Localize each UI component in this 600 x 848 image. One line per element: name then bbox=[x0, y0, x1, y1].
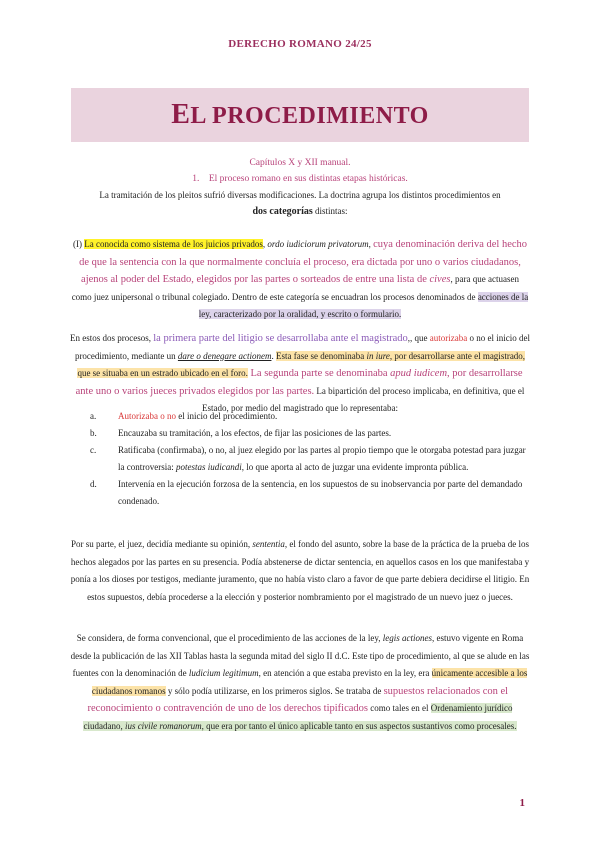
latin-term: potestas iudicandi bbox=[175, 462, 242, 472]
red-term: autorizaba bbox=[429, 333, 468, 343]
latin-term: dare o denegare actionem bbox=[177, 350, 272, 361]
latin-term: in iure bbox=[366, 350, 390, 361]
list-text: Ratificaba (confirmaba), o no, al juez elegido por las partes al propio tiempo que le otorgaba potestad para juzgar la controversia: bbox=[118, 445, 526, 472]
section-number: 1. bbox=[192, 174, 200, 184]
paragraph-juicios-privados: (I) La conocida como sistema de los juicios privados, ordo iudiciorum privatorum, cuya denominación deriva del hecho de que la sentencia con la que normalmente concluía el proceso, era dictada por uno o varios ciudadanos, ajenos al poder del Estado, elegidos por las partes o sorteados de entre una lista de cives, para que actuasen como juez unipersonal o tribunal colegiado. Dentro de este categoría se encuadran los procesos denominados de acciones de la ley, caracterizado por la oralidad, y escrito o formulario. bbox=[71, 239, 529, 319]
list-marker: c. bbox=[90, 445, 97, 455]
pink-clause: supuestos relacionados con el reconocimiento o contravención de uno de los derechos tipificados bbox=[87, 685, 509, 714]
list-magistrado bbox=[90, 408, 530, 510]
list-text: , lo que aporta al acto de juzgar una evidente impronta pública. bbox=[241, 462, 469, 472]
list-marker: d. bbox=[90, 479, 97, 489]
text: o no el inicio del procedimiento, mediante un bbox=[74, 333, 531, 361]
title-rest: L PROCEDIMIENTO bbox=[190, 103, 429, 129]
highlight-ciudadanos: únicamente accesible a los ciudadanos romanos bbox=[91, 668, 528, 696]
purple-clause: la primera parte del litigio se desarrollaba ante el magistrado bbox=[153, 333, 408, 344]
text: ,, que bbox=[407, 333, 430, 343]
title-banner bbox=[71, 88, 529, 142]
latin-term: legis actiones bbox=[382, 633, 433, 643]
page-number: 1 bbox=[519, 797, 525, 809]
text: , por desarrollarse ante el magistrado, que se situaba en un estrado ubicado en el foro. bbox=[77, 350, 526, 378]
list-item bbox=[90, 408, 530, 425]
title-initial: E bbox=[171, 99, 191, 130]
rest-text: , para que actuasen como juez unipersonal o tribunal colegiado. Dentro de este categoría se encuadran los procesos denominados de bbox=[71, 274, 519, 302]
pink-text: cuya denominación deriva del hecho de que la sentencia con la que normalmente concluía el proceso, era dictada por uno o varios ciudadanos, ajenos al poder del Estado, elegidos por las partes o sorteados de entre una lista de bbox=[79, 239, 528, 285]
latin-term: apud iudicem bbox=[390, 368, 448, 379]
intro-line2: distintas: bbox=[312, 206, 348, 216]
paragraph-procesos bbox=[70, 330, 530, 418]
list-marker: b. bbox=[90, 428, 97, 438]
paragraph-juez bbox=[70, 536, 530, 606]
list-item bbox=[90, 476, 530, 510]
text: , estuvo vigente en Roma desde la publicación de las XII Tablas hasta la segunda mitad del siglo II d.C. Este tipo de procedimiento, al que se alude en las fuentes con la denominación de bbox=[70, 633, 530, 678]
paragraph-legis-actiones bbox=[70, 630, 530, 735]
section-heading bbox=[0, 172, 600, 187]
running-header: DERECHO ROMANO 24/25 bbox=[228, 38, 372, 50]
list-item bbox=[90, 442, 530, 476]
text: Por su parte, el juez, decidía mediante su opinión, bbox=[70, 539, 253, 549]
pink-italic: cives bbox=[429, 274, 451, 285]
text: , en atención a que estaba previsto en la ley, era bbox=[258, 668, 432, 678]
text: Esta fase se denominaba bbox=[275, 350, 367, 361]
text: En estos dos procesos, bbox=[70, 333, 154, 343]
latin-term: ordo iudiciorum privatorum bbox=[267, 239, 369, 249]
intro-paragraph bbox=[70, 187, 530, 220]
section-title: El proceso romano en sus distintas etapas históricas. bbox=[208, 174, 408, 184]
roman-numeral: (I) bbox=[72, 239, 82, 249]
list-marker: a. bbox=[90, 411, 97, 421]
text: La segunda parte se denominaba bbox=[247, 368, 391, 379]
highlight-juicios-privados: La conocida como sistema de los juicios privados bbox=[84, 239, 263, 249]
list-text: Intervenía en la ejecución forzosa de la sentencia, en los supuestos de su inobservancia por parte del demandado condenado. bbox=[118, 479, 523, 506]
list-item bbox=[90, 425, 530, 442]
text: y sólo podía utilizarse, en los primeros siglos. Se trataba de bbox=[165, 685, 384, 696]
chapter-reference: Capítulos X y XII manual. bbox=[249, 158, 351, 168]
intro-bold: dos categorías bbox=[252, 206, 313, 217]
text: Ordenamiento jurídico ciudadano, bbox=[83, 703, 513, 731]
latin-term: ludicium legitimum bbox=[188, 668, 259, 678]
text: , el fondo del asunto, sobre la base de la práctica de la prueba de los hechos alegados por las partes en su presencia. Podía abstenerse de dictar sentencia, en aquellos casos en los que manifestaba y ponía a los dioses por testigos, mediante juramento, que no había visto claro a favor de que parte debiera decidirse el litigio. En estos supuestos, debía procederse a la elección y posterior nombramiento por el magistrado de un nuevo juez o jueces. bbox=[70, 539, 530, 602]
text: La bipartición del proceso implicaba, en definitiva, que el Estado, por medio del magistrado que lo representaba: bbox=[202, 385, 525, 413]
latin-term: sententia bbox=[252, 539, 285, 549]
text: Se considera, de forma convencional, que el procedimiento de las acciones de la ley, bbox=[76, 633, 383, 643]
text: , por desarrollarse ante uno o varios jueces privados elegidos por las partes. bbox=[75, 368, 523, 397]
list-text: el inicio del procedimiento. bbox=[175, 411, 278, 421]
list-text: Encauzaba su tramitación, a los efectos, de fijar las posiciones de las partes. bbox=[118, 428, 392, 438]
red-term: Autorizaba o no bbox=[118, 411, 176, 421]
intro-line1: La tramitación de los pleitos sufrió diversas modificaciones. La doctrina agrupa los distintos procedimientos en bbox=[99, 190, 501, 200]
text: . bbox=[271, 350, 276, 361]
highlight-acciones-ley: acciones de la ley, caracterizado por la oralidad, y escrito o formulario. bbox=[198, 291, 529, 319]
page-title bbox=[171, 99, 429, 131]
latin-term: ius civile romanorum bbox=[124, 720, 202, 731]
text: , que era por tanto el único aplicable tanto en sus aspectos sustantivos como procesales. bbox=[201, 720, 517, 731]
text: como tales en el bbox=[368, 703, 431, 713]
